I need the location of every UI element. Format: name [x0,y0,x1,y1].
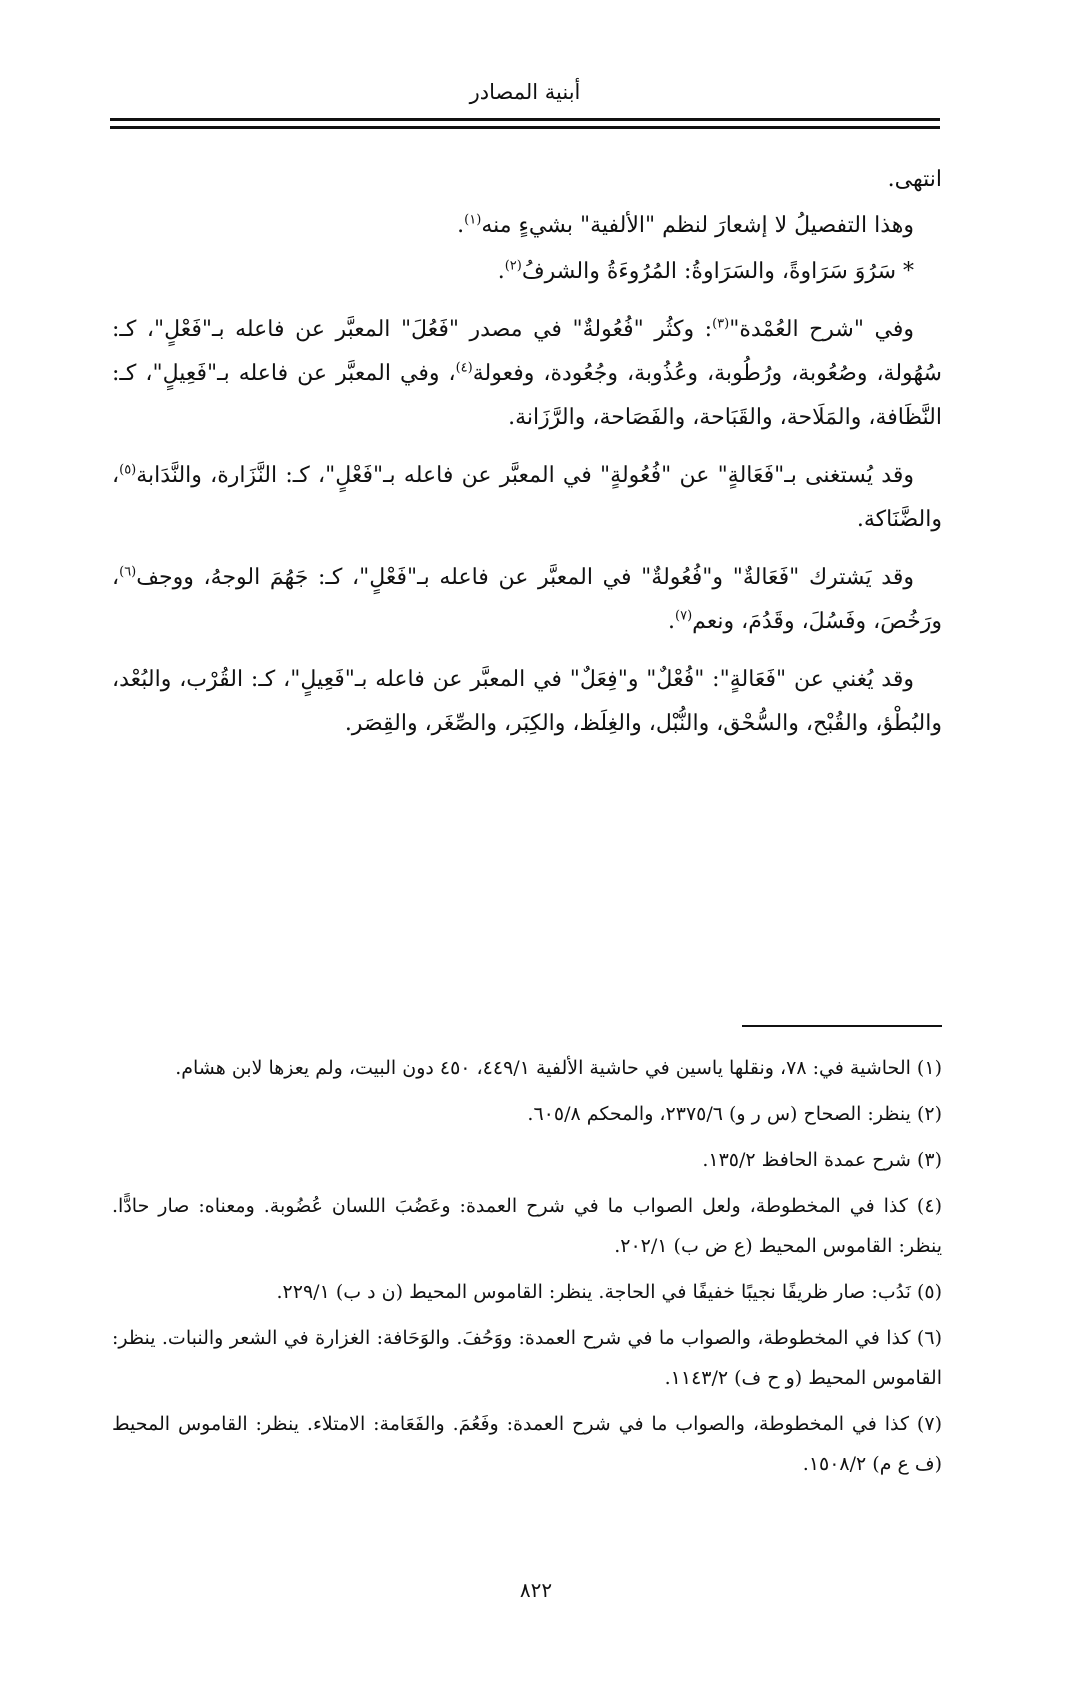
paragraph-text: وقد يُستغنى بـ"فَعَالةٍ" عن "فُعُولةٍ" في المعبَّر عن فاعله بـ"فَعْلٍ"، كـ: النَّزَارة، والنَّدَابة [136,463,914,488]
paragraph-text: . [497,259,505,284]
paragraph-text: ، والضَّنَاكة. [112,463,942,532]
paragraph-text: وفي "شرح العُمْدة" [729,317,915,342]
paragraph-text: . [668,609,676,634]
footnote-ref: (٧) [675,608,693,624]
footnote-ref: (٣) [712,316,730,332]
paragraph-text: انتهى. [887,167,942,192]
paragraph-text: وقد يُغني عن "فَعَالةٍ": "فُعْلٌ" و"فِعَلٌ" في المعبَّر عن فاعله بـ"فَعِيلٍ"، كـ: القُرْب، والبُعْد، والبُطْؤ، والقُبْح، والسُّحْق، والنُّبْل، والغِلَظ، والكِبَر، والصِّغَر، والقِصَر. [112,667,942,736]
paragraph-text: وقد يَشترك "فَعَالةٌ" و"فُعُولةٌ" في المعبَّر عن فاعله بـ"فَعْلٍ"، كـ: جَهُمَ الوجهُ، ووجف [136,565,914,590]
running-title: أبنية المصادر [469,80,581,104]
footnote-separator [742,1025,942,1027]
footnotes [112,1048,942,1490]
paragraph [112,250,942,294]
paragraph [112,556,942,644]
footnote: (٢) ينظر: الصحاح (س ر و) ٢٣٧٥/٦، والمحكم ٦٠٥/٨. [527,1103,942,1125]
footnote: (٥) نَدُب: صار ظريفًا نجيبًا خفيفًا في الحاجة. ينظر: القاموس المحيط (ن د ب) ٢٢٩/١. [276,1281,942,1303]
paragraph-text: . [457,213,465,238]
paragraph-text: * سَرُوَ سَرَاوةً، والسَرَاوةُ: المُرُوءَةُ والشرفُ [521,259,914,284]
page-number: ٨٢٢ [519,1578,553,1602]
footnote: (١) الحاشية في: ٧٨، ونقلها ياسين في حاشية الألفية ٤٤٩/١، ٤٥٠ دون البيت، ولم يعزها لابن هشام. [175,1057,942,1079]
footnote: (٦) كذا في المخطوطة، والصواب ما في شرح العمدة: ووَحُفَ. والوَحَافة: الغزارة في الشعر والنبات. ينظر: القاموس المحيط (و ح ف) ١١٤٣/٢. [112,1327,942,1389]
footnote-ref: (٢) [504,258,522,274]
footnote-ref: (٦) [119,564,137,580]
footnote-ref: (٤) [455,360,473,376]
paragraph-text: ، ورَخُصَ، وفَسُلَ، وقَدُمَ، ونعم [112,565,942,634]
footnote-ref: (٥) [119,462,137,478]
footnote: (٣) شرح عمدة الحافظ ١٣٥/٢. [702,1149,942,1171]
paragraph [112,454,942,542]
footnote: (٤) كذا في المخطوطة، ولعل الصواب ما في شرح العمدة: وعَضُبَ اللسان عُضُوبة. ومعناه: صار حادًّا. ينظر: القاموس المحيط (ع ض ب) ٢٠٢/١. [112,1195,942,1257]
paragraph-text: : وكثُر "فُعُولةٌ" في مصدر "فَعُلَ" المعبَّر عن فاعله بـ"فَعْلٍ"، كـ: سُهُولة، وصُعُوبة، ورُطُوبة، وعُذُوبة، وجُعُودة، وفعولة [112,317,942,386]
footnote: (٧) كذا في المخطوطة، والصواب ما في شرح العمدة: وفَعُمَ. والفَعَامة: الامتلاء. ينظر: القاموس المحيط (ف ع م) ١٥٠٨/٢. [112,1413,942,1475]
paragraph [112,658,942,746]
paragraph-text: ، وفي المعبَّر عن فاعله بـ"فَعِيلٍ"، كـ: النَّظَافة، والمَلَاحة، والقَبَاحة، والفَصَاحة، والرَّزَانة. [112,361,942,430]
paragraph [112,158,942,202]
footnote-ref: (١) [464,212,482,228]
paragraph [112,308,942,440]
header-rule-bottom [110,126,940,129]
paragraph [112,204,942,248]
header-rule-top [110,118,940,121]
main-text [112,158,942,760]
paragraph-text: وهذا التفصيلُ لا إشعارَ لنظم "الألفية" بشيءٍ منه [481,213,914,238]
